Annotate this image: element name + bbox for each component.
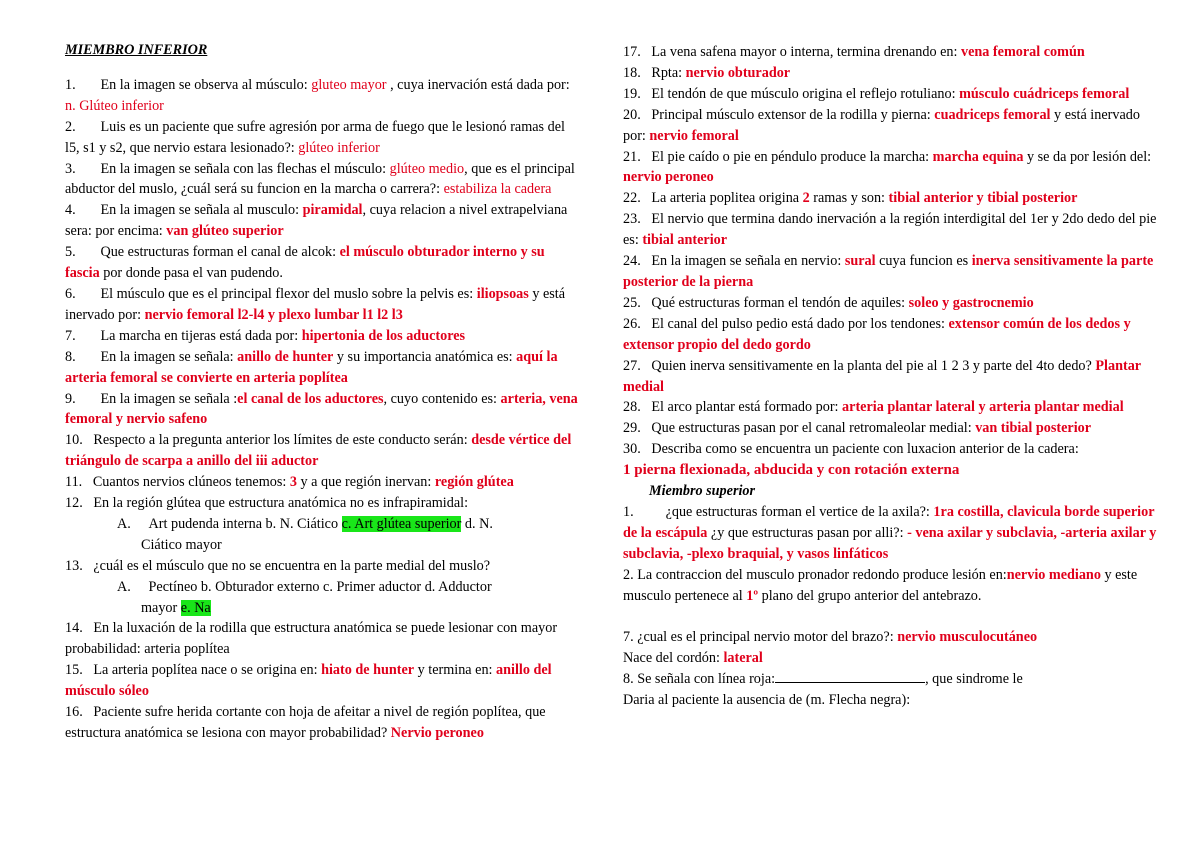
question-30: 30. Describa como se encuentra un paciente con luxacion anterior de la cadera: [623,441,1079,458]
question-27: 27. Quien inerva sensitivamente en la planta del pie al 1 2 3 y parte del 4to dedo? Plantar medial [623,357,1141,395]
question-10: 10. Respecto a la pregunta anterior los límites de este conducto serán: desde vértice del triángulo de scarpa a anillo del iii aductor [65,432,572,470]
upper-question-8-b: Daria al paciente la ausencia de (m. Flecha negra): [623,692,911,709]
question-12-options: A. Art pudenda interna b. N. Ciático c. Art glútea superior d. N. [117,515,493,532]
upper-question-8: 8. Se señala con línea roja: , que sindrome le [623,671,1023,688]
highlighted-answer: e. Na [180,599,211,616]
question-12-options-cont: Ciático mayor [141,536,222,553]
question-13-options: A. Pectíneo b. Obturador externo c. Primer aductor d. Adductor [117,578,492,595]
question-21: 21. El pie caído o pie en péndulo produce la marcha: marcha equina y se da por lesión del: nervio peroneo [623,148,1152,186]
question-15: 15. La arteria poplítea nace o se origina en: hiato de hunter y termina en: anillo del músculo sóleo [65,662,552,700]
question-4: 4. En la imagen se señala al musculo: piramidal, cuya relacion a nivel extrapelviana sera: por encima: van glúteo superior [65,202,568,240]
question-9: 9. En la imagen se señala :el canal de los aductores, cuyo contenido es: arteria, vena femoral y nervio safeno [65,390,578,428]
question-2: 2. Luis es un paciente que sufre agresión por arma de fuego que le lesionó ramas del l5, s1 y s2, que nervio estara lesionado?: glúteo inferior [65,118,565,156]
subsection-title: Miembro superior [649,483,756,500]
question-1: 1. En la imagen se observa al músculo: gluteo mayor , cuya inervación está dada por: n. Glúteo inferior [65,76,570,114]
question-13-options-cont: mayor e. Na [141,599,211,616]
question-6: 6. El músculo que es el principal flexor del muslo sobre la pelvis es: iliopsoas y está inervado por: nervio femoral l2-l4 y plexo lumbar l1 l2 l3 [65,285,566,323]
question-3: 3. En la imagen se señala con las flechas el músculo: glúteo medio, que es el principal abductor del muslo, ¿cuál será su funcion en la marcha o carrera?: estabiliza la cadera [65,160,575,198]
question-26: 26. El canal del pulso pedio está dado por los tendones: extensor común de los dedos y extensor propio del dedo gordo [623,315,1131,353]
question-19: 19. El tendón de que músculo origina el reflejo rotuliano: músculo cuádriceps femoral [623,85,1130,102]
upper-question-7-b: Nace del cordón: lateral [623,650,763,667]
question-16: 16. Paciente sufre herida cortante con hoja de afeitar a nivel de región poplítea, que estructura anatómica se lesiona con mayor probabilidad? Nervio peroneo [65,704,546,741]
right-column [623,42,1163,711]
question-8: 8. En la imagen se señala: anillo de hunter y su importancia anatómica es: aquí la arteria femoral se convierte en arteria poplítea [65,348,558,386]
question-18: 18. Rpta: nervio obturador [623,64,791,81]
question-25: 25. Qué estructuras forman el tendón de aquiles: soleo y gastrocnemio [623,294,1034,311]
upper-question-7: 7. ¿cual es el principal nervio motor del brazo?: nervio musculocutáneo [623,629,1038,646]
question-17: 17. La vena safena mayor o interna, termina drenando en: vena femoral común [623,44,1085,60]
left-column [65,38,580,744]
question-30-answer: 1 pierna flexionada, abducida y con rotación externa [623,462,960,479]
spacer [623,606,1163,627]
question-24: 24. En la imagen se señala en nervio: sural cuya funcion es inerva sensitivamente la parte posterior de la pierna [623,253,1154,290]
upper-question-2: 2. La contraccion del musculo pronador redondo produce lesión en:nervio mediano y este musculo pertenece al 1º plano del grupo anterior del antebrazo. [623,566,1138,604]
question-22: 22. La arteria poplitea origina 2 ramas y son: tibial anterior y tibial posterior [623,190,1078,207]
question-13: 13. ¿cuál es el músculo que no se encuentra en la parte medial del muslo? [65,557,491,574]
question-20: 20. Principal músculo extensor de la rodilla y pierna: cuadriceps femoral y está inervado por: nervio femoral [623,106,1140,144]
question-28: 28. El arco plantar está formado por: arteria plantar lateral y arteria plantar medial [623,399,1124,416]
question-11: 11. Cuantos nervios clúneos tenemos: 3 y a que región inervan: región glútea [65,474,514,491]
upper-question-1: 1. ¿que estructuras forman el vertice de la axila?: 1ra costilla, clavicula borde superior de la escápula ¿y que estructuras pasan por alli?: - vena axilar y subclavia, -arteria axilar y subclavia, -plexo braquial, y vasos linfáticos [623,503,1157,562]
question-23: 23. El nervio que termina dando inervación a la región interdigital del 1er y 2do dedo del pie es: tibial anterior [623,211,1157,249]
question-12: 12. En la región glútea que estructura anatómica no es infrapiramidal: [65,495,469,512]
question-5: 5. Que estructuras forman el canal de alcok: el músculo obturador interno y su fascia por donde pasa el van pudendo. [65,244,545,282]
section-title: MIEMBRO INFERIOR [65,42,208,58]
question-7: 7. La marcha en tijeras está dada por: hipertonia de los aductores [65,327,466,344]
answer-blank-line [775,670,925,683]
question-14: 14. En la luxación de la rodilla que estructura anatómica se puede lesionar con mayor probabilidad: arteria poplítea [65,620,558,658]
highlighted-answer: c. Art glútea superior [341,515,462,532]
question-29: 29. Que estructuras pasan por el canal retromaleolar medial: van tibial posterior [623,420,1092,437]
